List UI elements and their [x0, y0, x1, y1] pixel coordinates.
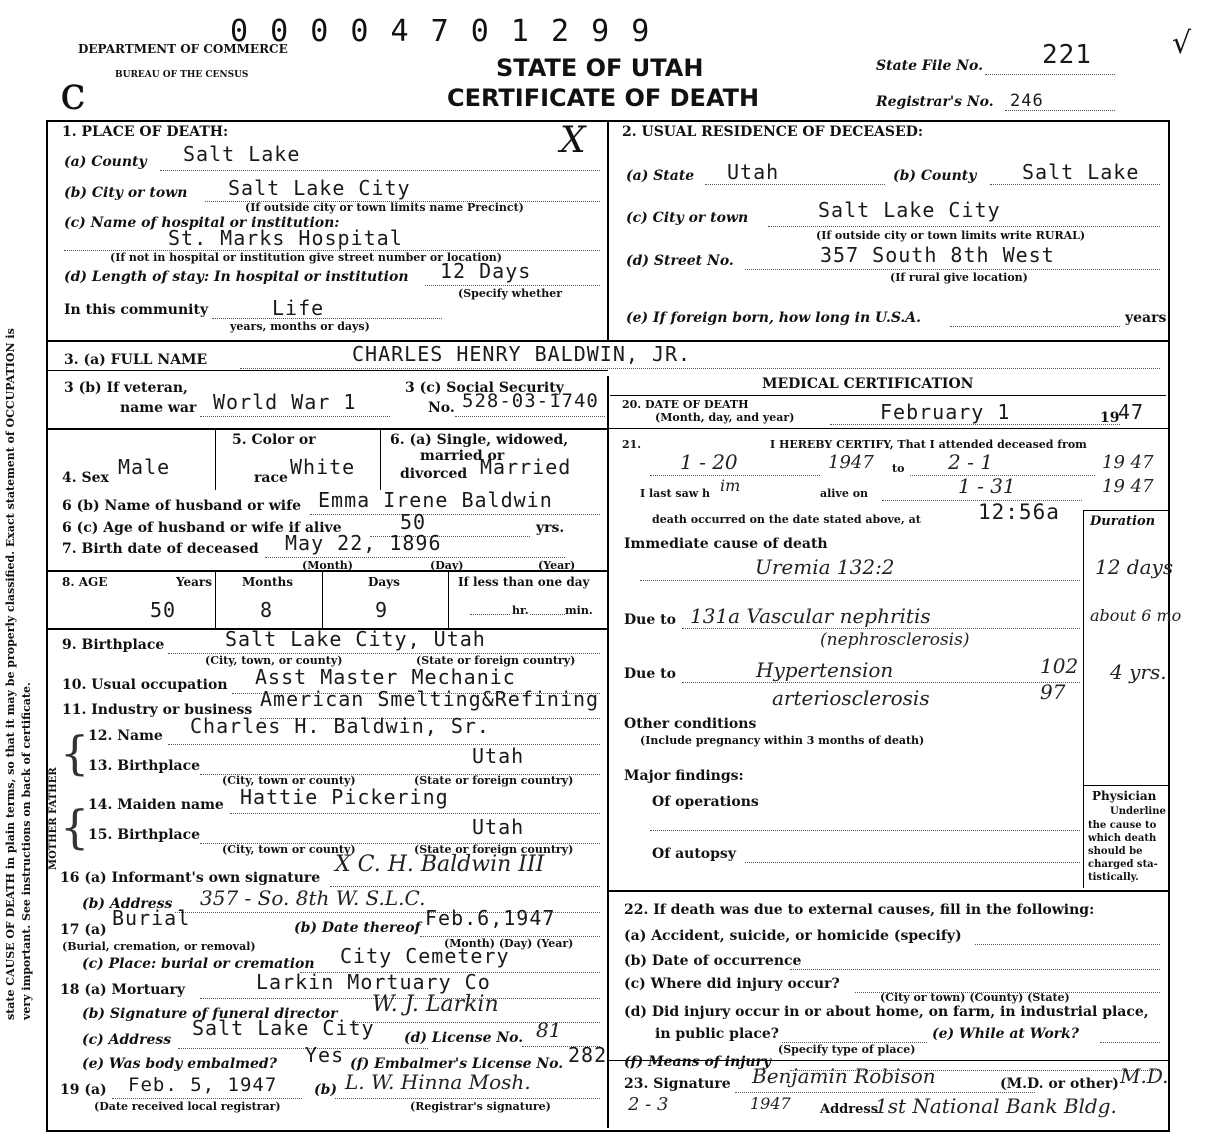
physician-note-4: should be — [1088, 846, 1143, 857]
registrar-number: 246 — [1010, 91, 1044, 111]
did-injury-label-1: (d) Did injury occur in or about home, on farm, in industrial place, — [624, 1004, 1149, 1020]
place-of-death-heading: 1. PLACE OF DEATH: — [62, 124, 229, 140]
margin-instruction-1: state CAUSE OF DEATH in plain terms, so that it may be properly classified. Exact statement of OCCUPATION is — [4, 328, 17, 1020]
death-city-note: (If outside city or town limits name Precinct) — [245, 201, 524, 214]
burial-note: (Burial, cremation, or removal) — [62, 940, 256, 953]
state-file-label: State File No. — [876, 58, 984, 74]
did-injury-label-2: in public place? — [655, 1026, 779, 1042]
signature-year: 1947 — [750, 1094, 791, 1113]
informant-address: 357 - So. 8th W. S.L.C. — [200, 886, 426, 910]
father-name-label: 12. Name — [88, 728, 163, 744]
bureau-title: BUREAU OF THE CENSUS — [115, 70, 249, 80]
age-months-value: 8 — [260, 598, 274, 622]
birth-day-caption: (Day) — [430, 559, 464, 572]
spouse-yrs-label: yrs. — [536, 520, 565, 536]
industry-value: American Smelting&Refining — [260, 687, 600, 711]
father-birthplace-label: 13. Birthplace — [88, 758, 201, 774]
res-city-label: (c) City or town — [626, 210, 749, 226]
spouse-age-value: 50 — [400, 510, 427, 534]
burial-date-label: (b) Date thereof — [294, 920, 421, 936]
res-state-label: (a) State — [626, 168, 695, 184]
means-of-injury-label: (f) Means of injury — [624, 1054, 772, 1070]
certificate-title: CERTIFICATE OF DEATH — [447, 84, 760, 112]
burial-place-value: City Cemetery — [340, 944, 510, 968]
immediate-cause-value: Uremia 132:2 — [755, 555, 895, 579]
informant-address-label: (b) Address — [82, 896, 173, 912]
marital-label-1: 6. (a) Single, widowed, — [390, 432, 569, 448]
signature-address-label: Address — [820, 1102, 879, 1117]
less-than-day-label: If less than one day — [458, 575, 590, 589]
burial-date-value: Feb.6,1947 — [425, 906, 556, 930]
major-findings-label: Major findings: — [624, 768, 744, 784]
due-to-2-value-b: arteriosclerosis — [772, 686, 930, 710]
mother-bracket: { — [60, 800, 90, 854]
ssn-value: 528-03-1740 — [462, 390, 599, 412]
death-time: 12:56a — [978, 500, 1060, 524]
due-to-1-value: 131a Vascular nephritis — [690, 604, 931, 628]
marital-value: Married — [480, 455, 572, 479]
last-saw-him: im — [720, 476, 741, 495]
res-county-label: (b) County — [893, 168, 977, 184]
physician-heading: Physician — [1092, 789, 1157, 803]
res-county-value: Salt Lake — [1022, 160, 1140, 184]
registrar-label: 19 (a) — [60, 1082, 107, 1098]
veteran-war-value: World War 1 — [213, 390, 357, 414]
certify-statement: I HEREBY CERTIFY, That I attended deceased from — [770, 438, 1087, 451]
min-label: min. — [565, 604, 593, 617]
signature-date: 2 - 3 — [628, 1094, 669, 1115]
marital-label-2: married or — [420, 448, 505, 464]
date-of-death-label: 20. DATE OF DEATH — [622, 398, 749, 411]
date-of-death-value: February 1 — [880, 400, 1011, 424]
sex-label: 4. Sex — [62, 470, 109, 486]
birth-date-label: 7. Birth date of deceased — [62, 541, 259, 557]
age-days-label: Days — [368, 575, 400, 589]
embalmer-license-value: 282 — [568, 1043, 608, 1067]
attended-from: 1 - 20 — [680, 450, 738, 474]
birthplace-state-caption: (State or foreign country) — [416, 654, 576, 667]
race-value: White — [290, 455, 356, 479]
registrar-signature-note: (Registrar's signature) — [410, 1100, 551, 1113]
father-name-value: Charles H. Baldwin, Sr. — [190, 714, 490, 738]
res-street-label: (d) Street No. — [626, 253, 734, 269]
registrar-number-label: Registrar's No. — [876, 94, 994, 110]
director-signature-label: (b) Signature of funeral director — [82, 1006, 338, 1022]
due-to-1-sub: (nephrosclerosis) — [820, 630, 970, 650]
physician-note-6: tistically. — [1088, 872, 1139, 883]
director-signature: W. J. Larkin — [372, 992, 499, 1017]
community-label: In this community — [64, 302, 209, 318]
informant-signature-label: 16 (a) Informant's own signature — [60, 870, 321, 886]
spouse-value: Emma Irene Baldwin — [318, 488, 553, 512]
age-label: 8. AGE — [62, 575, 108, 589]
spouse-label: 6 (b) Name of husband or wife — [62, 498, 302, 514]
dod-year-value: 47 — [1118, 400, 1145, 424]
race-label: race — [254, 470, 288, 486]
community-value: Life — [272, 296, 325, 320]
stay-value: 12 Days — [440, 259, 532, 283]
res-state-value: Utah — [727, 160, 780, 184]
res-city-value: Salt Lake City — [818, 198, 1001, 222]
external-causes-heading: 22. If death was due to external causes, fill in the following: — [624, 902, 1095, 918]
margin-instruction-2: very important. See instructions on back of certificate. — [20, 682, 33, 1020]
immediate-duration: 12 days — [1095, 555, 1174, 579]
father-city-caption: (City, town or county) — [222, 774, 356, 787]
full-name-label: 3. (a) FULL NAME — [64, 352, 208, 368]
check-mark: √ — [1172, 26, 1192, 61]
sex-value: Male — [118, 455, 171, 479]
res-street-note: (If rural give location) — [890, 271, 1028, 284]
certify-number: 21. — [622, 438, 642, 451]
attended-to-year: 19 47 — [1102, 452, 1154, 473]
where-occurred-label: (c) Where did injury occur? — [624, 976, 840, 992]
due-to-2-code-b: 97 — [1040, 680, 1066, 704]
due-to-2-value-a: Hypertension — [756, 658, 894, 682]
community-note: years, months or days) — [230, 320, 370, 333]
burial-place-label: (c) Place: burial or cremation — [82, 956, 315, 972]
alive-on-date: 1 - 31 — [958, 474, 1016, 498]
md-label: (M.D. or other) — [1000, 1076, 1119, 1092]
mother-birthplace-label: 15. Birthplace — [88, 827, 201, 843]
spouse-age-label: 6 (c) Age of husband or wife if alive — [62, 520, 342, 536]
date-occurrence-label: (b) Date of occurrence — [624, 953, 802, 969]
parents-side-label: MOTHER FATHER — [48, 767, 59, 870]
father-birthplace-value: Utah — [472, 744, 525, 768]
physician-note-5: charged sta- — [1088, 859, 1158, 870]
father-bracket: { — [60, 726, 90, 780]
occupation-label: 10. Usual occupation — [62, 677, 228, 693]
due-to-2-label: Due to — [624, 666, 676, 682]
mortuary-address-label: (c) Address — [82, 1032, 172, 1048]
burial-value: Burial — [112, 906, 191, 930]
due-to-2-duration: 4 yrs. — [1110, 660, 1167, 684]
age-days-value: 9 — [375, 598, 389, 622]
md-handwritten: M.D. — [1120, 1064, 1169, 1088]
years-label: years — [1125, 310, 1167, 326]
other-conditions-label: Other conditions — [624, 716, 757, 732]
death-city-value: Salt Lake City — [228, 176, 411, 200]
death-occurred-label: death occurred on the date stated above, at — [652, 513, 921, 526]
stay-label: (d) Length of stay: In hospital or institution — [64, 269, 409, 285]
mortuary-label: 18 (a) Mortuary — [60, 982, 185, 998]
age-years-value: 50 — [150, 598, 177, 622]
burial-date-caption: (Month) (Day) (Year) — [444, 937, 574, 950]
registrar-signature-label: (b) — [314, 1082, 338, 1098]
ssn-no-label: No. — [428, 400, 455, 416]
alive-on-label: alive on — [820, 487, 869, 500]
hospital-note: (If not in hospital or institution give street number or location) — [110, 251, 502, 264]
mother-maiden-value: Hattie Pickering — [240, 785, 449, 809]
due-to-2-code-a: 102 — [1040, 654, 1079, 678]
industry-label: 11. Industry or business — [62, 702, 253, 718]
war-label: name war — [120, 400, 197, 416]
hospital-label: (c) Name of hospital or institution: — [64, 215, 340, 231]
embalmer-license-label: (f) Embalmer's License No. — [350, 1056, 564, 1072]
last-saw-label: I last saw h — [640, 487, 711, 500]
dod-year-prefix: 19 — [1100, 410, 1120, 426]
age-years-label: Years — [176, 575, 213, 589]
due-to-1-label: Due to — [624, 612, 676, 628]
birth-year-caption: (Year) — [538, 559, 576, 572]
embalmed-value: Yes — [305, 1043, 345, 1067]
department-title: DEPARTMENT OF COMMERCE — [78, 42, 288, 56]
attended-from-year: 1947 — [828, 452, 874, 473]
mother-city-caption: (City, town or county) — [222, 843, 356, 856]
embalmed-label: (e) Was body embalmed? — [82, 1056, 277, 1072]
state-title: STATE OF UTAH — [496, 54, 704, 82]
mortuary-value: Larkin Mortuary Co — [256, 970, 491, 994]
full-name-value: CHARLES HENRY BALDWIN, JR. — [352, 342, 692, 366]
mortuary-address: Salt Lake City — [192, 1016, 375, 1040]
birthplace-label: 9. Birthplace — [62, 637, 165, 653]
medical-heading: MEDICAL CERTIFICATION — [762, 376, 974, 392]
handwritten-c-mark: c — [60, 66, 86, 120]
age-months-label: Months — [242, 575, 294, 589]
physician-note-1: Underline — [1110, 806, 1166, 817]
mother-state-caption: (State or foreign country) — [414, 843, 574, 856]
res-street-value: 357 South 8th West — [820, 243, 1055, 267]
physician-signature: Benjamin Robison — [752, 1064, 936, 1088]
specify-place-caption: (Specify type of place) — [778, 1043, 916, 1056]
marital-label-3: divorced — [400, 466, 468, 482]
specify-note: (Specify whether — [458, 287, 563, 300]
death-county-value: Salt Lake — [183, 142, 301, 166]
ssn-label: 3 (c) Social Security — [405, 380, 564, 396]
alive-on-year: 19 47 — [1102, 476, 1154, 497]
registrar-signature: L. W. Hinna Mosh. — [345, 1070, 531, 1094]
burial-number-label: 17 (a) — [60, 922, 107, 938]
license-label: (d) License No. — [404, 1030, 524, 1046]
attended-to: 2 - 1 — [948, 450, 993, 474]
where-occurred-captions: (City or town) (County) (State) — [880, 991, 1070, 1004]
veteran-label: 3 (b) If veteran, — [64, 380, 188, 396]
foreign-born-label: (e) If foreign born, how long in U.S.A. — [626, 310, 922, 326]
color-label: 5. Color or — [232, 432, 316, 448]
physician-note-2: the cause to — [1088, 820, 1157, 831]
registrar-date-note: (Date received local registrar) — [94, 1100, 281, 1113]
check-x-mark: X — [560, 120, 586, 161]
of-operations-label: Of operations — [652, 794, 759, 810]
attended-to-label: to — [892, 462, 905, 475]
immediate-cause-label: Immediate cause of death — [624, 536, 828, 552]
death-county-label: (a) County — [64, 154, 147, 170]
father-state-caption: (State or foreign country) — [414, 774, 574, 787]
while-at-work-label: (e) While at Work? — [932, 1026, 1079, 1042]
mother-maiden-label: 14. Maiden name — [88, 797, 224, 813]
hr-label: hr. — [512, 604, 529, 617]
death-city-label: (b) City or town — [64, 185, 188, 201]
signature-address: 1st National Bank Bldg. — [875, 1094, 1117, 1118]
serial-number: 0 0 0 0 4 7 0 1 2 9 9 — [230, 14, 652, 49]
birthplace-value: Salt Lake City, Utah — [225, 627, 486, 651]
birth-date-value: May 22, 1896 — [285, 531, 442, 555]
duration-label: Duration — [1090, 514, 1156, 529]
res-city-note: (If outside city or town limits write RURAL) — [816, 229, 1086, 242]
residence-heading: 2. USUAL RESIDENCE OF DECEASED: — [622, 124, 924, 140]
occupation-value: Asst Master Mechanic — [255, 665, 516, 689]
accident-label: (a) Accident, suicide, or homicide (specify) — [624, 928, 962, 944]
informant-signature: X C. H. Baldwin III — [335, 852, 545, 877]
due-to-1-duration: about 6 mo — [1090, 606, 1182, 625]
of-autopsy-label: Of autopsy — [652, 846, 736, 862]
birthplace-city-caption: (City, town, or county) — [205, 654, 343, 667]
signature-label: 23. Signature — [624, 1076, 731, 1092]
date-of-death-note: (Month, day, and year) — [655, 411, 795, 424]
state-file-number: 221 — [1042, 40, 1092, 70]
physician-note-3: which death — [1088, 833, 1157, 844]
hospital-value: St. Marks Hospital — [168, 226, 403, 250]
license-value: 81 — [536, 1018, 562, 1042]
other-conditions-note: (Include pregnancy within 3 months of death) — [640, 734, 925, 747]
registrar-date: Feb. 5, 1947 — [128, 1074, 278, 1096]
mother-birthplace-value: Utah — [472, 815, 525, 839]
birth-month-caption: (Month) — [302, 559, 353, 572]
